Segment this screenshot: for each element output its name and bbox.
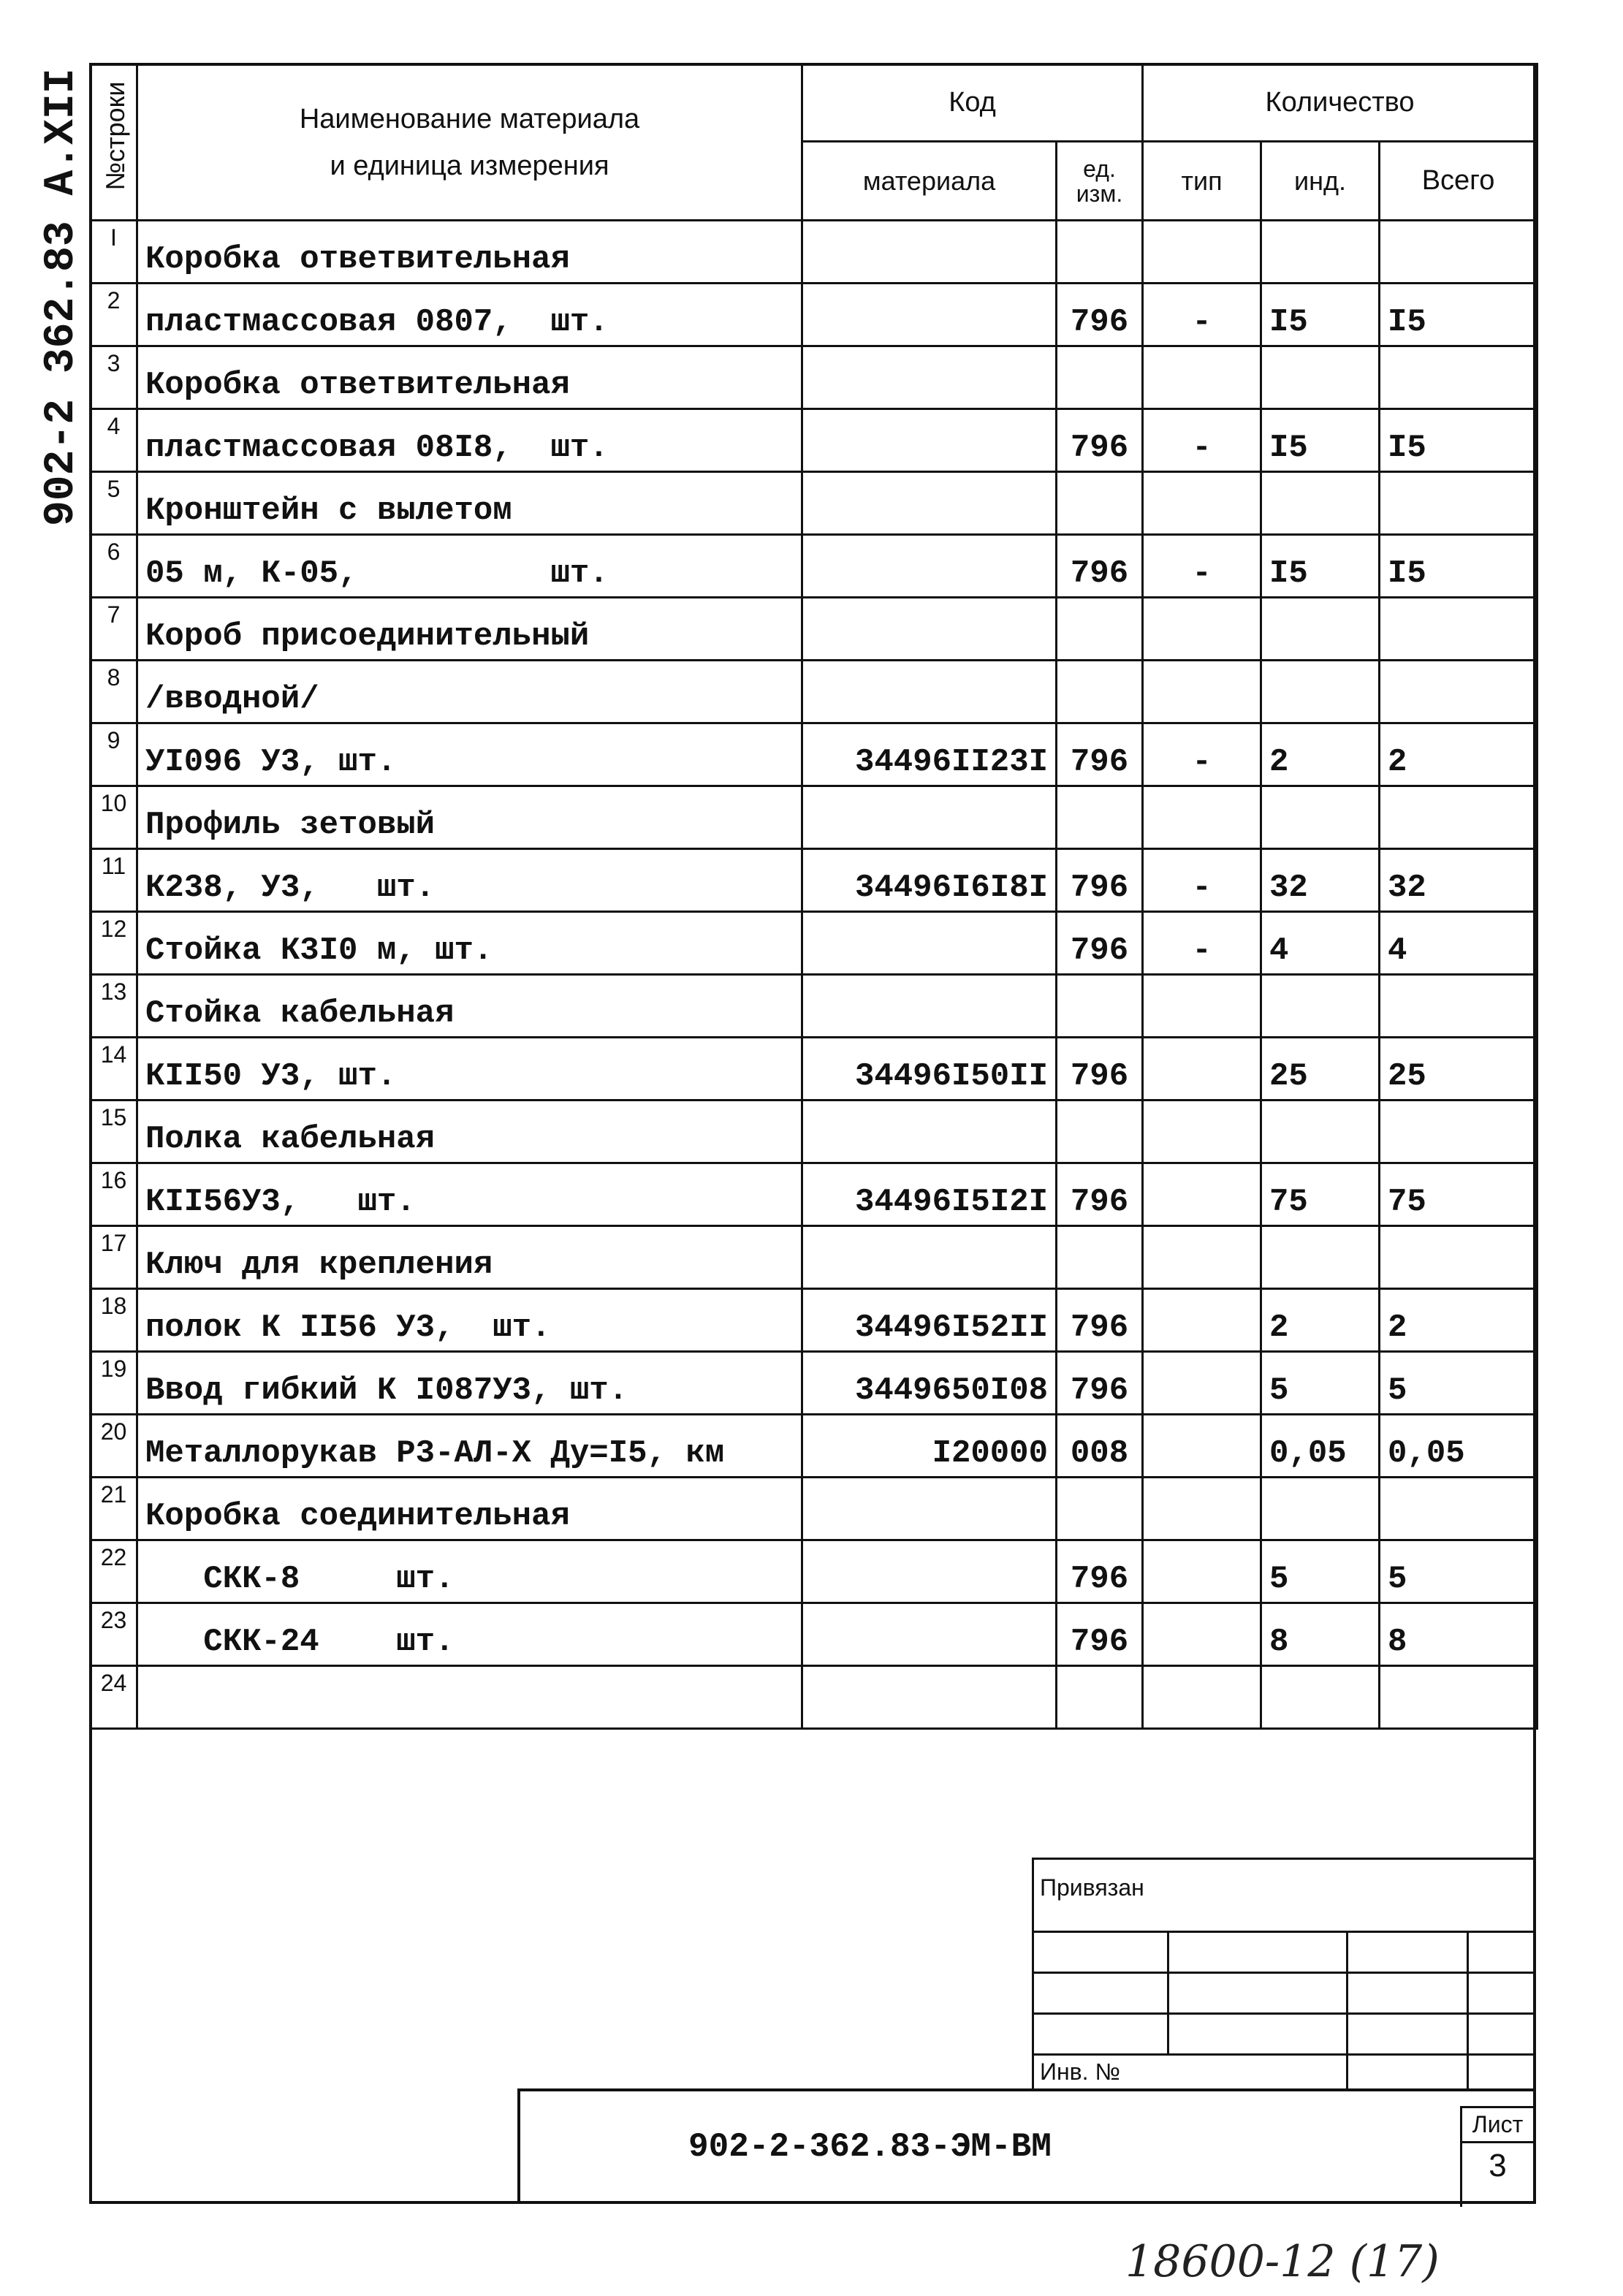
material-code-cell	[802, 346, 1057, 409]
row-number-cell: 24	[91, 1666, 137, 1729]
table-row	[91, 346, 1538, 409]
type-quantity-cell	[1143, 346, 1261, 409]
table-row	[91, 1478, 1538, 1540]
type-quantity-cell	[1143, 975, 1261, 1038]
row-number-cell: 18	[91, 1289, 137, 1352]
unit-code-cell	[1057, 472, 1143, 535]
row-number-cell: 20	[91, 1415, 137, 1478]
type-quantity-cell	[1143, 221, 1261, 284]
unit-code-cell: 796	[1057, 849, 1143, 912]
unit-code-cell: 796	[1057, 1289, 1143, 1352]
row-number-cell: 7	[91, 598, 137, 661]
unit-code-cell	[1057, 1666, 1143, 1729]
total-quantity-cell: 25	[1380, 1038, 1538, 1101]
material-name-cell: Ключ для крепления	[137, 1226, 802, 1289]
material-name-cell: пластмассовая 08I8, шт.	[137, 409, 802, 472]
inventory-number-label: Инв. №	[1033, 2055, 1348, 2090]
material-name-cell: СКК-24 шт.	[137, 1603, 802, 1666]
total-quantity-cell	[1380, 786, 1538, 849]
material-name-cell: Коробка ответвительная	[137, 221, 802, 284]
table-row	[91, 786, 1538, 849]
type-quantity-cell	[1143, 661, 1261, 723]
unit-code-cell	[1057, 1478, 1143, 1540]
type-quantity-cell	[1143, 1101, 1261, 1163]
unit-code-cell	[1057, 598, 1143, 661]
total-quantity-cell: 8	[1380, 1603, 1538, 1666]
type-quantity-cell	[1143, 1163, 1261, 1226]
individual-quantity-cell: 5	[1261, 1540, 1380, 1603]
individual-quantity-cell	[1261, 661, 1380, 723]
individual-quantity-cell: 2	[1261, 1289, 1380, 1352]
handwritten-note: 18600-12 (17)	[1125, 2236, 1440, 2287]
material-name-cell: Коробка соединительная	[137, 1478, 802, 1540]
type-quantity-cell	[1143, 1226, 1261, 1289]
document-side-code: 902-2 362.83 A.XII	[38, 68, 85, 526]
total-quantity-cell: 5	[1380, 1352, 1538, 1415]
row-number-cell: 15	[91, 1101, 137, 1163]
material-code-cell	[802, 221, 1057, 284]
material-code-cell: 34496I5I2I	[802, 1163, 1057, 1226]
material-name-cell: Короб присоединительный	[137, 598, 802, 661]
material-code-cell	[802, 535, 1057, 598]
material-name-cell: полок К II56 У3, шт.	[137, 1289, 802, 1352]
individual-quantity-cell	[1261, 346, 1380, 409]
material-name-cell: Кронштейн с вылетом	[137, 472, 802, 535]
material-name-cell: УI096 У3, шт.	[137, 723, 802, 786]
material-code-cell	[802, 409, 1057, 472]
type-quantity-cell	[1143, 598, 1261, 661]
row-number-label: №строки	[100, 81, 130, 191]
title-block	[517, 2088, 1536, 2204]
individual-quantity-cell	[1261, 472, 1380, 535]
table-row	[91, 1038, 1538, 1101]
individual-quantity-cell	[1261, 786, 1380, 849]
type-qty-header: тип	[1143, 142, 1261, 221]
unit-code-cell: 796	[1057, 1352, 1143, 1415]
row-number-cell: 23	[91, 1603, 137, 1666]
unit-code-cell: 796	[1057, 284, 1143, 346]
table-row	[91, 849, 1538, 912]
table-row	[91, 1540, 1538, 1603]
materials-table	[89, 63, 1538, 1730]
unit-code-cell: 796	[1057, 409, 1143, 472]
unit-code-cell: 796	[1057, 1540, 1143, 1603]
total-quantity-cell: I5	[1380, 409, 1538, 472]
material-code-cell	[802, 1540, 1057, 1603]
type-quantity-cell	[1143, 786, 1261, 849]
row-number-cell: 3	[91, 346, 137, 409]
material-code-cell	[802, 786, 1057, 849]
material-code-cell	[802, 472, 1057, 535]
material-code-cell	[802, 284, 1057, 346]
individual-quantity-cell: I5	[1261, 535, 1380, 598]
total-quantity-cell: 2	[1380, 1289, 1538, 1352]
quantity-header: Количество	[1143, 64, 1538, 142]
row-number-cell: 2	[91, 284, 137, 346]
material-code-cell	[802, 598, 1057, 661]
total-quantity-cell: 4	[1380, 912, 1538, 975]
document-code: 902-2-362.83-ЭМ-ВМ	[688, 2128, 1052, 2166]
material-code-cell	[802, 1478, 1057, 1540]
material-name-cell: КII50 У3, шт.	[137, 1038, 802, 1101]
total-qty-header: Всего	[1380, 142, 1538, 221]
unit-code-cell	[1057, 1226, 1143, 1289]
table-row	[91, 1415, 1538, 1478]
type-quantity-cell	[1143, 1478, 1261, 1540]
material-code-cell: 34496I6I8I	[802, 849, 1057, 912]
row-number-cell: 14	[91, 1038, 137, 1101]
total-quantity-cell	[1380, 1226, 1538, 1289]
material-name-cell: КII56У3, шт.	[137, 1163, 802, 1226]
row-number-cell: 5	[91, 472, 137, 535]
individual-quantity-cell: I5	[1261, 284, 1380, 346]
material-name-cell: /вводной/	[137, 661, 802, 723]
total-quantity-cell	[1380, 661, 1538, 723]
total-quantity-cell: 0,05	[1380, 1415, 1538, 1478]
unit-code-cell: 008	[1057, 1415, 1143, 1478]
row-number-cell: 9	[91, 723, 137, 786]
individual-quantity-cell	[1261, 975, 1380, 1038]
material-name-cell: Профиль зетовый	[137, 786, 802, 849]
table-row	[91, 723, 1538, 786]
unit-code-cell: 796	[1057, 912, 1143, 975]
total-quantity-cell	[1380, 1478, 1538, 1540]
row-number-cell: 6	[91, 535, 137, 598]
material-code-cell: 34496I50II	[802, 1038, 1057, 1101]
material-code-cell	[802, 975, 1057, 1038]
individual-quantity-cell	[1261, 598, 1380, 661]
material-name-cell: Стойка кабельная	[137, 975, 802, 1038]
individual-quantity-cell: 5	[1261, 1352, 1380, 1415]
material-name-header: Наименование материала и единица измерения	[137, 64, 802, 221]
table-row	[91, 535, 1538, 598]
type-quantity-cell	[1143, 1415, 1261, 1478]
type-quantity-cell	[1143, 1603, 1261, 1666]
material-code-cell: 34496II23I	[802, 723, 1057, 786]
individual-quantity-cell: 32	[1261, 849, 1380, 912]
material-code-cell	[802, 1666, 1057, 1729]
type-quantity-cell	[1143, 1038, 1261, 1101]
table-row	[91, 975, 1538, 1038]
material-name-cell: 05 м, К-05, шт.	[137, 535, 802, 598]
type-quantity-cell	[1143, 1666, 1261, 1729]
type-quantity-cell	[1143, 472, 1261, 535]
type-quantity-cell	[1143, 1540, 1261, 1603]
type-quantity-cell	[1143, 1352, 1261, 1415]
material-name-cell: Стойка К3I0 м, шт.	[137, 912, 802, 975]
unit-code-header: ед. изм.	[1057, 142, 1143, 221]
row-number-cell: 8	[91, 661, 137, 723]
row-number-cell: 16	[91, 1163, 137, 1226]
total-quantity-cell	[1380, 1666, 1538, 1729]
table-row	[91, 1289, 1538, 1352]
row-number-cell: 10	[91, 786, 137, 849]
individual-quantity-cell	[1261, 1666, 1380, 1729]
material-code-cell	[802, 1603, 1057, 1666]
material-code-cell: 34496I52II	[802, 1289, 1057, 1352]
total-quantity-cell	[1380, 598, 1538, 661]
row-number-cell: 12	[91, 912, 137, 975]
unit-code-cell	[1057, 1101, 1143, 1163]
total-quantity-cell	[1380, 472, 1538, 535]
total-quantity-cell: I5	[1380, 284, 1538, 346]
type-quantity-cell: -	[1143, 284, 1261, 346]
unit-code-cell	[1057, 221, 1143, 284]
total-quantity-cell: 32	[1380, 849, 1538, 912]
individual-quantity-cell	[1261, 1226, 1380, 1289]
unit-code-cell	[1057, 346, 1143, 409]
table-row	[91, 1101, 1538, 1163]
table-row	[91, 661, 1538, 723]
unit-code-cell: 796	[1057, 1603, 1143, 1666]
individual-quantity-cell: 25	[1261, 1038, 1380, 1101]
sheet-number: 3	[1489, 2148, 1507, 2183]
individual-quantity-cell	[1261, 1101, 1380, 1163]
row-number-cell: 13	[91, 975, 137, 1038]
table-row	[91, 1352, 1538, 1415]
unit-code-cell	[1057, 661, 1143, 723]
material-name-cell: Металлорукав Р3-АЛ-Х Ду=I5, км	[137, 1415, 802, 1478]
individual-quantity-cell	[1261, 221, 1380, 284]
total-quantity-cell: 5	[1380, 1540, 1538, 1603]
type-quantity-cell: -	[1143, 849, 1261, 912]
material-code-cell	[802, 1226, 1057, 1289]
table-row	[91, 598, 1538, 661]
unit-code-cell: 796	[1057, 723, 1143, 786]
total-quantity-cell: I5	[1380, 535, 1538, 598]
row-number-cell: 21	[91, 1478, 137, 1540]
material-code-cell: I20000	[802, 1415, 1057, 1478]
unit-code-cell: 796	[1057, 1038, 1143, 1101]
material-name-cell: Ввод гибкий К I087У3, шт.	[137, 1352, 802, 1415]
individual-quantity-cell	[1261, 1478, 1380, 1540]
table-row	[91, 1163, 1538, 1226]
unit-code-cell	[1057, 786, 1143, 849]
type-quantity-cell	[1143, 1289, 1261, 1352]
linked-label: Привязан	[1033, 1859, 1535, 1932]
individual-quantity-cell: 75	[1261, 1163, 1380, 1226]
material-name-cell: К238, У3, шт.	[137, 849, 802, 912]
total-quantity-cell	[1380, 346, 1538, 409]
material-name-cell	[137, 1666, 802, 1729]
material-code-cell: 3449650I08	[802, 1352, 1057, 1415]
row-number-cell: I	[91, 221, 137, 284]
sheet-label: Лист	[1462, 2108, 1533, 2143]
individual-quantity-cell: I5	[1261, 409, 1380, 472]
type-quantity-cell: -	[1143, 723, 1261, 786]
material-code-cell	[802, 1101, 1057, 1163]
individual-quantity-cell: 2	[1261, 723, 1380, 786]
table-row	[91, 221, 1538, 284]
material-name-cell: пластмассовая 0807, шт.	[137, 284, 802, 346]
unit-code-cell	[1057, 975, 1143, 1038]
material-name-cell: Полка кабельная	[137, 1101, 802, 1163]
table-row	[91, 472, 1538, 535]
type-quantity-cell: -	[1143, 535, 1261, 598]
row-number-cell: 19	[91, 1352, 137, 1415]
unit-code-cell: 796	[1057, 1163, 1143, 1226]
individual-quantity-cell: 0,05	[1261, 1415, 1380, 1478]
material-code-cell	[802, 661, 1057, 723]
sheet-box	[1460, 2106, 1533, 2207]
table-row	[91, 1666, 1538, 1729]
table-row	[91, 912, 1538, 975]
total-quantity-cell: 75	[1380, 1163, 1538, 1226]
total-quantity-cell: 2	[1380, 723, 1538, 786]
row-number-cell: 22	[91, 1540, 137, 1603]
material-name-cell: Коробка ответвительная	[137, 346, 802, 409]
material-name-cell: СКК-8 шт.	[137, 1540, 802, 1603]
row-number-cell: 4	[91, 409, 137, 472]
table-row	[91, 409, 1538, 472]
individual-qty-header: инд.	[1261, 142, 1380, 221]
material-code-cell	[802, 912, 1057, 975]
row-number-cell: 17	[91, 1226, 137, 1289]
code-header: Код	[802, 64, 1143, 142]
type-quantity-cell: -	[1143, 409, 1261, 472]
linking-stamp	[1032, 1858, 1536, 2091]
material-code-header: материала	[802, 142, 1057, 221]
row-number-cell: 11	[91, 849, 137, 912]
type-quantity-cell: -	[1143, 912, 1261, 975]
individual-quantity-cell: 4	[1261, 912, 1380, 975]
total-quantity-cell	[1380, 221, 1538, 284]
unit-code-cell: 796	[1057, 535, 1143, 598]
total-quantity-cell	[1380, 1101, 1538, 1163]
table-row	[91, 1226, 1538, 1289]
table-row	[91, 284, 1538, 346]
total-quantity-cell	[1380, 975, 1538, 1038]
table-row	[91, 1603, 1538, 1666]
individual-quantity-cell: 8	[1261, 1603, 1380, 1666]
